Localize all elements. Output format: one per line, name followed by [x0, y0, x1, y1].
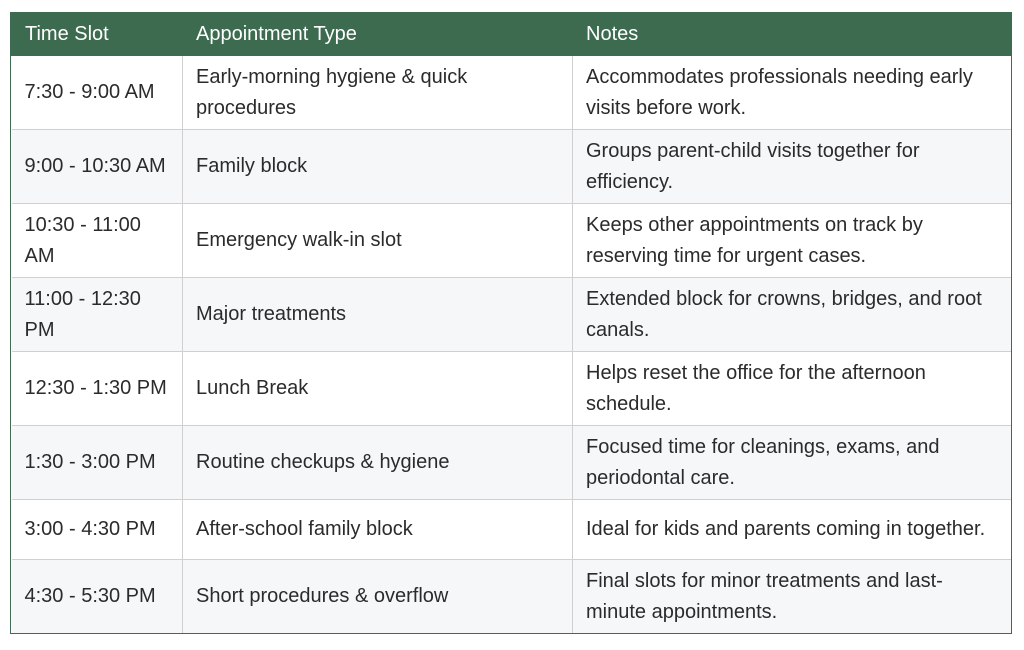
cell-time-slot: 1:30 - 3:00 PM	[12, 426, 183, 500]
cell-notes: Groups parent-child visits together for efficiency.	[573, 130, 1012, 204]
table-header	[12, 13, 1012, 56]
header-row	[12, 13, 1012, 56]
table-row	[12, 130, 1012, 204]
table-body	[12, 56, 1012, 634]
cell-notes: Keeps other appointments on track by reserving time for urgent cases.	[573, 204, 1012, 278]
header-notes: Notes	[573, 13, 1012, 56]
cell-notes: Final slots for minor treatments and last-minute appointments.	[573, 560, 1012, 634]
cell-appointment-type: After-school family block	[183, 500, 573, 560]
table-row	[12, 426, 1012, 500]
cell-time-slot: 4:30 - 5:30 PM	[12, 560, 183, 634]
cell-notes: Focused time for cleanings, exams, and periodontal care.	[573, 426, 1012, 500]
table-row	[12, 56, 1012, 130]
cell-appointment-type: Major treatments	[183, 278, 573, 352]
cell-time-slot: 3:00 - 4:30 PM	[12, 500, 183, 560]
table-row	[12, 204, 1012, 278]
cell-notes: Accommodates professionals needing early visits before work.	[573, 56, 1012, 130]
cell-appointment-type: Routine checkups & hygiene	[183, 426, 573, 500]
schedule-table	[11, 13, 1011, 633]
cell-appointment-type: Short procedures & overflow	[183, 560, 573, 634]
cell-appointment-type: Early-morning hygiene & quick procedures	[183, 56, 573, 130]
cell-notes: Helps reset the office for the afternoon schedule.	[573, 352, 1012, 426]
cell-notes: Ideal for kids and parents coming in together.	[573, 500, 1012, 560]
header-appointment-type: Appointment Type	[183, 13, 573, 56]
cell-time-slot: 10:30 - 11:00 AM	[12, 204, 183, 278]
schedule-table-container	[10, 12, 1012, 634]
table-row	[12, 500, 1012, 560]
cell-time-slot: 7:30 - 9:00 AM	[12, 56, 183, 130]
cell-appointment-type: Emergency walk-in slot	[183, 204, 573, 278]
table-row	[12, 560, 1012, 634]
table-row	[12, 352, 1012, 426]
cell-appointment-type: Lunch Break	[183, 352, 573, 426]
cell-appointment-type: Family block	[183, 130, 573, 204]
table-row	[12, 278, 1012, 352]
cell-notes: Extended block for crowns, bridges, and root canals.	[573, 278, 1012, 352]
header-time-slot: Time Slot	[12, 13, 183, 56]
cell-time-slot: 11:00 - 12:30 PM	[12, 278, 183, 352]
cell-time-slot: 12:30 - 1:30 PM	[12, 352, 183, 426]
cell-time-slot: 9:00 - 10:30 AM	[12, 130, 183, 204]
